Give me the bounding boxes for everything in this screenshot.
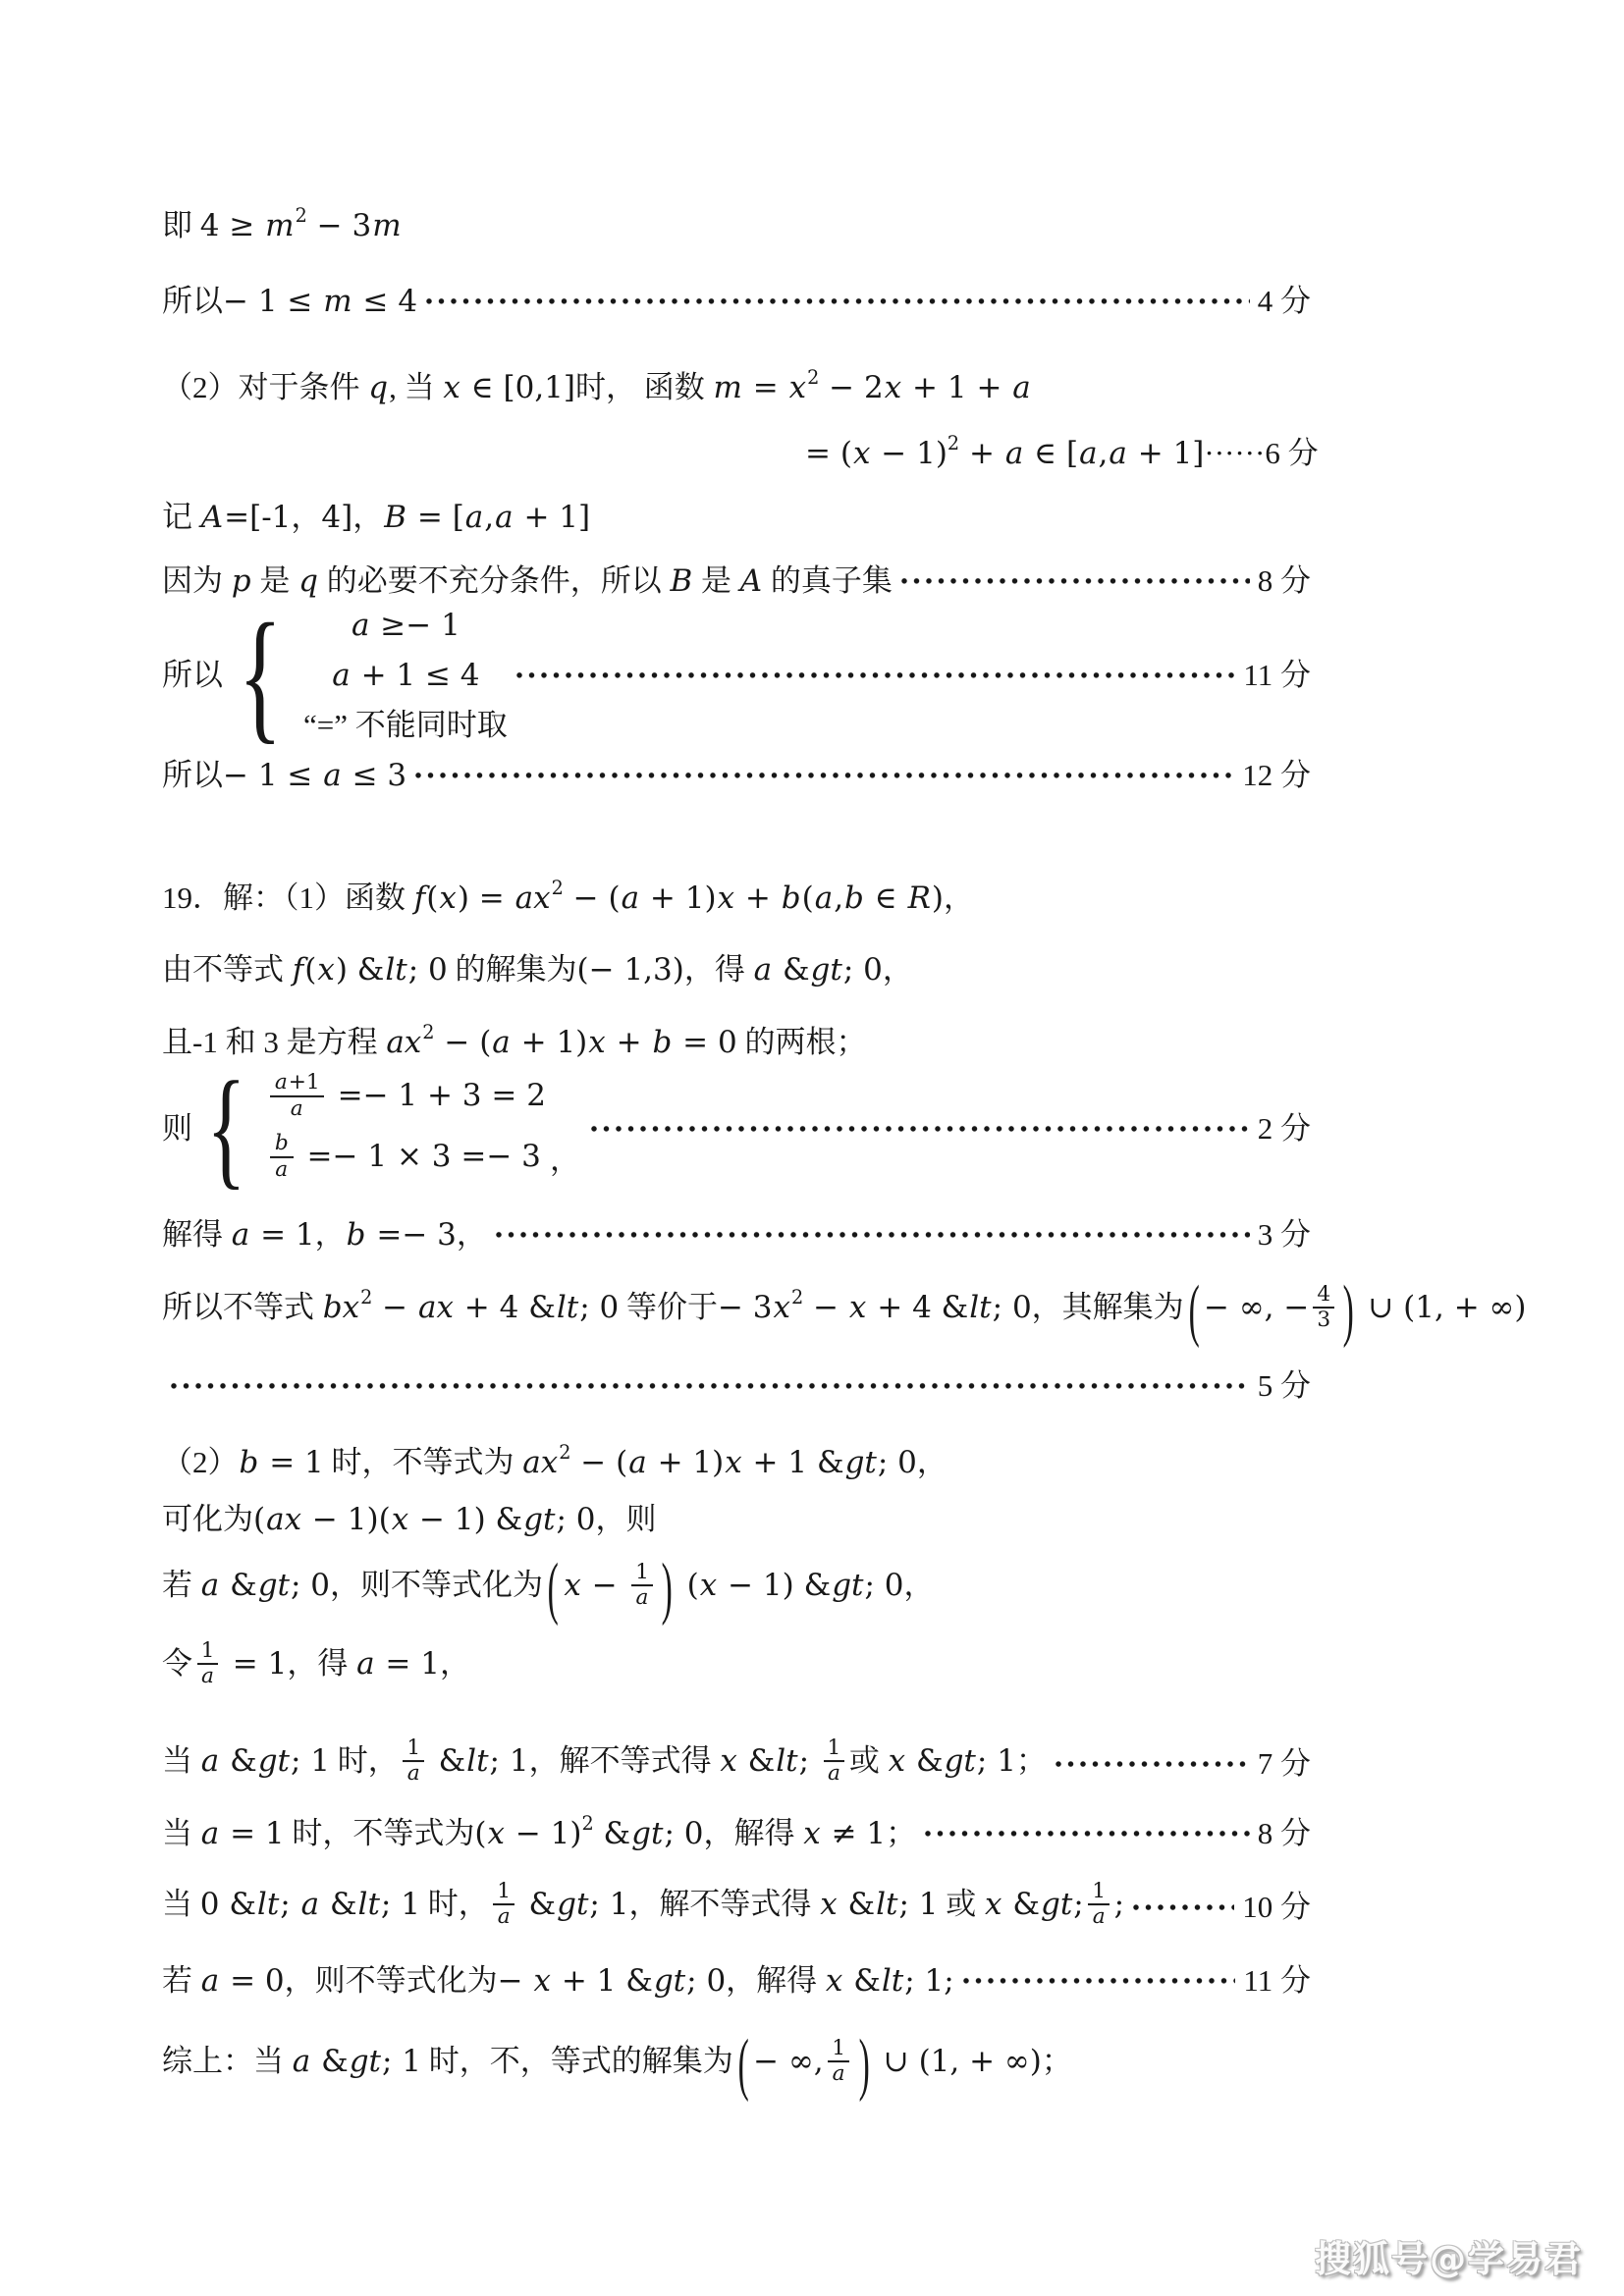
line-text <box>162 1020 867 1062</box>
cjk-text: 11 分 <box>1243 1962 1311 1998</box>
math-text: bx <box>322 1290 360 1326</box>
fraction-denominator: a <box>1092 1904 1106 1930</box>
text-line <box>162 1215 1311 1255</box>
cjk-text: 的必要不充分条件，所以 <box>318 562 670 598</box>
cjk-text: 是 <box>251 562 298 598</box>
math-text: f(x) = ax <box>413 880 551 916</box>
math-text: q <box>298 562 318 599</box>
math-text: a = 1 <box>356 1646 440 1682</box>
math-text: a &gt; 0 <box>753 951 883 988</box>
score-label: 11 分 <box>1243 657 1311 692</box>
math-text: − 1 ≤ m ≤ 4 <box>223 283 418 319</box>
fraction-numerator: 1 <box>1088 1880 1110 1905</box>
line-text <box>162 1811 917 1853</box>
superscript: 2 <box>559 1440 571 1464</box>
math-text: a = 0 <box>200 1962 285 1999</box>
cjk-text: 当 <box>162 1887 200 1922</box>
cjk-text: 时， 函数 <box>575 369 713 404</box>
math-text: a = 1 <box>231 1216 315 1253</box>
equation-system-line <box>162 1054 1311 1201</box>
cjk-text: ， <box>916 1444 947 1479</box>
text-line <box>162 282 1311 321</box>
superscript: 2 <box>947 431 960 454</box>
fraction-denominator: a <box>275 1156 289 1182</box>
text-line <box>162 1879 1311 1932</box>
cjk-text: 等价于 <box>619 1290 718 1325</box>
cjk-text: 3 分 <box>1257 1216 1311 1252</box>
cjk-text: （2） <box>162 1444 239 1479</box>
text-line <box>162 1547 935 1627</box>
fraction <box>823 1736 845 1786</box>
cjk-text: 所以 <box>162 283 223 318</box>
line-text: 则 <box>162 1110 192 1146</box>
cjk-text: ······6 分 <box>1204 435 1319 470</box>
fraction-numerator: 1 <box>403 1736 424 1762</box>
math-text: = 1 <box>222 1646 288 1682</box>
cjk-text: ，解得 <box>726 1962 825 1998</box>
text-line <box>162 561 1311 601</box>
big-paren: ) <box>662 1547 674 1627</box>
fraction-denominator: a <box>290 1095 303 1121</box>
cjk-text: ； <box>1041 2044 1072 2079</box>
math-text: − x + 4 &lt; 0 <box>803 1290 1032 1326</box>
math-text: a &gt; 1 <box>292 2044 422 2080</box>
fraction <box>270 1132 294 1181</box>
score-label <box>1242 1888 1311 1927</box>
system-rows <box>303 607 508 744</box>
math-text: (x − 1) <box>474 1815 582 1851</box>
math-text: − ∞, − <box>1204 1290 1310 1326</box>
score-label: 2 分 <box>1257 1110 1311 1146</box>
cjk-text: 7 分 <box>1257 1745 1311 1781</box>
system-rows <box>266 1070 546 1184</box>
math-text: − 3x <box>717 1290 791 1326</box>
fraction-denominator: a <box>832 2061 845 2087</box>
superscript: 2 <box>807 365 820 389</box>
math-text: − x + 1 &gt; 0 <box>497 1962 727 1999</box>
line-text <box>162 1500 656 1539</box>
math-text: − 2x + 1 + a <box>819 369 1031 405</box>
cjk-text: 由不等式 <box>162 951 292 987</box>
big-paren: ( <box>547 1547 559 1627</box>
watermark: 搜狐号@学易君 <box>1315 2238 1583 2280</box>
line-text <box>162 1961 954 2001</box>
cjk-text: “=” 不能同时取 <box>303 707 508 742</box>
math-text: + a ∈ [a,a + 1] <box>959 435 1205 471</box>
cjk-text: 的解集为 <box>447 951 577 987</box>
curly-brace-icon: { <box>206 1054 246 1201</box>
cjk-text: 10 分 <box>1242 1889 1311 1924</box>
fraction-denominator: a <box>201 1664 214 1689</box>
cjk-text: ； <box>886 1815 917 1850</box>
fraction-denominator: 3 <box>1317 1308 1331 1333</box>
cjk-text: 解得 <box>162 1216 231 1252</box>
line-text <box>805 431 1319 473</box>
superscript: 2 <box>551 876 564 899</box>
math-text: ∪ (1, + ∞) <box>1358 1290 1527 1326</box>
cjk-text: 当 <box>162 1743 200 1779</box>
score-label <box>1258 1215 1311 1255</box>
math-text: 0 &lt; a &lt; 1 <box>199 1887 420 1923</box>
math-text: ; <box>944 1962 954 1999</box>
fraction <box>270 1071 324 1120</box>
line-text <box>162 1269 1527 1349</box>
line-text <box>162 2023 1072 2103</box>
cjk-text: 时， <box>330 1743 399 1779</box>
fraction <box>631 1561 654 1610</box>
system-row <box>351 607 460 645</box>
superscript: 2 <box>295 203 307 227</box>
math-text: (ax − 1)(x − 1) &gt; 0 <box>253 1501 596 1537</box>
line-text <box>162 1879 1125 1932</box>
system-row <box>266 1131 541 1184</box>
text-line <box>162 1638 470 1691</box>
line-text <box>162 1638 470 1691</box>
math-text: b = 1 <box>239 1444 324 1480</box>
text-line <box>162 1735 1311 1789</box>
text-line <box>805 431 1319 473</box>
math-text: = (x − 1) <box>805 435 947 471</box>
text-line <box>162 498 590 537</box>
cjk-text: 且-1 和 3 是方程 <box>162 1024 386 1059</box>
text-line <box>162 203 403 245</box>
text-line <box>162 1961 1311 2001</box>
fraction-numerator: 1 <box>493 1880 514 1905</box>
math-text: x &lt; 1 <box>825 1962 945 1999</box>
dot-leader <box>588 1124 1250 1134</box>
text-line <box>162 2023 1072 2103</box>
math-text: − ∞, <box>753 2044 824 2080</box>
math-text: B <box>670 562 693 599</box>
math-text: p <box>231 562 251 599</box>
cjk-text: ， <box>903 1568 935 1603</box>
cjk-text: ，解不等式得 <box>628 1887 820 1922</box>
math-text: &gt; 1 <box>518 1887 629 1923</box>
cjk-text: 记 <box>162 499 200 534</box>
superscript: 2 <box>581 1811 594 1835</box>
cjk-text: 时， <box>419 1887 489 1922</box>
math-text: − (a + 1)x + b = 0 <box>434 1024 737 1060</box>
line-text <box>162 365 1032 407</box>
cjk-text: 时，不，等式的解集为 <box>421 2044 733 2079</box>
math-text: x &gt; 1 <box>888 1743 1016 1780</box>
fraction-denominator: a <box>827 1761 840 1787</box>
fraction-denominator: a <box>406 1761 420 1787</box>
math-text: x &lt; <box>720 1743 819 1780</box>
math-text: =− 1 + 3 = 2 <box>327 1078 546 1114</box>
fraction-numerator: 1 <box>828 2037 849 2062</box>
cjk-text: 可化为 <box>162 1501 253 1536</box>
cjk-text: ， <box>944 880 975 915</box>
math-text: &gt; 0 <box>593 1815 704 1851</box>
dot-leader <box>960 1976 1236 1986</box>
cjk-text: 所以不等式 <box>162 1290 322 1325</box>
math-text: a + 1 ≤ 4 <box>332 657 480 693</box>
equation-system-line <box>162 594 1311 757</box>
system-row <box>331 657 479 695</box>
superscript: 2 <box>791 1285 804 1308</box>
cjk-text: ，得 <box>683 951 753 987</box>
score-label <box>1258 1814 1311 1853</box>
cjk-text: 因为 <box>162 562 231 598</box>
cjk-text: 或 <box>938 1887 985 1922</box>
math-text: − 3m <box>306 207 402 243</box>
big-paren: ( <box>1188 1269 1200 1349</box>
cjk-text: ，则不等式化为 <box>330 1568 544 1603</box>
fraction-numerator: a+1 <box>270 1071 324 1096</box>
cjk-text: 时，不等式为 <box>323 1444 522 1479</box>
fraction-numerator: 1 <box>197 1639 219 1665</box>
cjk-text: 当 <box>162 1815 200 1850</box>
line-text <box>162 756 406 795</box>
dot-leader <box>168 1381 1250 1391</box>
fraction <box>196 1639 219 1688</box>
fraction <box>403 1736 425 1786</box>
dot-leader <box>1130 1902 1234 1912</box>
math-text: a &gt; 0 <box>200 1568 331 1604</box>
line-text <box>162 950 913 989</box>
fraction-denominator: a <box>497 1904 511 1930</box>
line-text <box>162 1735 1047 1789</box>
cjk-text: ，则 <box>595 1501 657 1536</box>
dot-leader <box>514 670 1236 680</box>
superscript: 2 <box>422 1020 435 1043</box>
dot-leader <box>423 296 1250 306</box>
math-text: ∪ (1, + ∞) <box>873 2044 1042 2080</box>
text-line <box>162 950 913 989</box>
cjk-text: 5 分 <box>1257 1367 1311 1403</box>
text-line <box>162 1269 1527 1349</box>
math-text: (− 1,3) <box>576 951 684 988</box>
cjk-text: ，得 <box>287 1646 356 1682</box>
cjk-text: 8 分 <box>1257 562 1311 598</box>
dot-leader <box>412 771 1234 780</box>
cjk-text: ，解不等式得 <box>528 1743 720 1779</box>
text-line <box>162 365 1032 407</box>
cjk-text: 是 <box>693 562 739 598</box>
score-label <box>1258 561 1311 601</box>
big-paren: ( <box>737 2023 749 2103</box>
math-text: x ∈ [0,1] <box>443 369 575 405</box>
line-text <box>162 876 975 918</box>
cjk-text: 19．解：（1）函数 <box>162 880 413 915</box>
cjk-text: ，解得 <box>703 1815 803 1850</box>
math-text: − ax + 4 &lt; 0 <box>372 1290 620 1326</box>
cjk-text: ， <box>314 1216 346 1252</box>
line-text: 所以 <box>162 657 223 692</box>
cjk-text: 时，不等式为 <box>284 1815 475 1850</box>
fraction-numerator: 1 <box>824 1736 845 1762</box>
cjk-text: 12 分 <box>1242 757 1311 792</box>
math-text: m = x <box>713 369 807 405</box>
fraction <box>1313 1283 1334 1332</box>
math-text: ; <box>1113 1887 1125 1923</box>
fraction <box>828 2037 850 2086</box>
line-text <box>162 203 403 245</box>
system-row <box>303 706 508 744</box>
math-text: A=[-1，4] <box>200 499 353 535</box>
big-paren: ) <box>858 2023 870 2103</box>
fraction-denominator: a <box>635 1585 649 1611</box>
dot-leader <box>1053 1759 1250 1769</box>
math-text: q <box>368 369 389 405</box>
big-paren: ) <box>1342 1269 1354 1349</box>
text-line <box>162 1440 947 1482</box>
math-text: &lt; 1 <box>428 1743 529 1780</box>
line-text <box>162 1215 487 1255</box>
text-line <box>162 1500 656 1539</box>
math-text: a ≥− 1 <box>351 607 460 643</box>
superscript: 2 <box>360 1285 373 1308</box>
score-label <box>1258 282 1311 321</box>
text-line <box>162 1020 867 1062</box>
math-text: f(x) &lt; 0 <box>292 951 448 988</box>
cjk-text: ，则不等式化为 <box>284 1962 498 1998</box>
math-text: B = [a,a + 1] <box>384 499 591 535</box>
math-text: a = 1 <box>200 1815 285 1851</box>
math-text: ax <box>522 1444 559 1480</box>
cjk-text: 令 <box>162 1646 192 1682</box>
math-text: − (a + 1)x + b(a,b ∈ R) <box>563 880 945 916</box>
cjk-text: 的真子集 <box>763 562 893 598</box>
math-text: x &gt; <box>985 1887 1084 1923</box>
cjk-text: ， <box>882 951 913 987</box>
cjk-text: ， <box>439 1646 470 1682</box>
cjk-text: 8 分 <box>1257 1815 1311 1850</box>
text-line <box>162 756 1311 795</box>
math-text: a &gt; 1 <box>200 1743 331 1780</box>
fraction-numerator: 1 <box>631 1561 653 1586</box>
math-text: − (a + 1)x + 1 &gt; 0 <box>570 1444 917 1480</box>
cjk-text: （2）对于条件 <box>162 369 368 404</box>
dot-leader <box>898 576 1250 586</box>
cjk-text: 综上：当 <box>162 2044 292 2079</box>
cjk-text: ，其解集为 <box>1031 1290 1184 1325</box>
math-text: − 1 ≤ a ≤ 3 <box>223 757 407 793</box>
cjk-text: ； <box>1015 1743 1047 1779</box>
text-line <box>162 1811 1311 1853</box>
cjk-text: 若 <box>162 1962 200 1998</box>
math-text: b =− 3 <box>346 1216 457 1253</box>
cjk-text: 即 <box>162 207 200 242</box>
system-comma: ， <box>549 1142 580 1177</box>
math-text: =− 1 × 3 =− 3 <box>297 1139 541 1175</box>
score-label <box>1258 1366 1311 1406</box>
math-text: x − <box>564 1568 627 1604</box>
cjk-text: ， <box>456 1216 487 1252</box>
cjk-text: 的两根； <box>736 1024 867 1059</box>
math-text: A <box>739 562 763 599</box>
line-text <box>162 282 417 321</box>
fraction <box>1088 1880 1110 1929</box>
cjk-text: 若 <box>162 1568 200 1603</box>
line-text <box>162 1547 935 1627</box>
score-label <box>1258 1744 1311 1784</box>
dot-leader <box>922 1829 1250 1839</box>
math-text: (x − 1) &gt; 0 <box>677 1568 904 1604</box>
system-row <box>266 1070 546 1123</box>
math-text: ax <box>386 1024 422 1060</box>
text-line <box>162 1366 1311 1406</box>
cjk-text: , 当 <box>389 369 443 404</box>
fraction-numerator: b <box>270 1132 294 1157</box>
fraction-numerator: 4 <box>1313 1283 1334 1308</box>
fraction <box>493 1880 515 1929</box>
math-text: x &lt; 1 <box>820 1887 939 1923</box>
score-label <box>1243 1961 1311 2001</box>
line-text <box>162 1440 947 1482</box>
cjk-text: ， <box>352 499 384 534</box>
score-label <box>1242 756 1311 795</box>
curly-brace-icon: { <box>238 594 283 757</box>
line-text <box>162 498 590 537</box>
math-text: 4 ≥ m <box>199 207 295 243</box>
cjk-text: 4 分 <box>1257 283 1311 318</box>
math-text: x ≠ 1 <box>803 1815 887 1851</box>
cjk-text: 或 <box>848 1743 888 1779</box>
dot-leader <box>493 1230 1250 1240</box>
text-line <box>162 876 975 918</box>
cjk-text: 所以 <box>162 757 223 792</box>
